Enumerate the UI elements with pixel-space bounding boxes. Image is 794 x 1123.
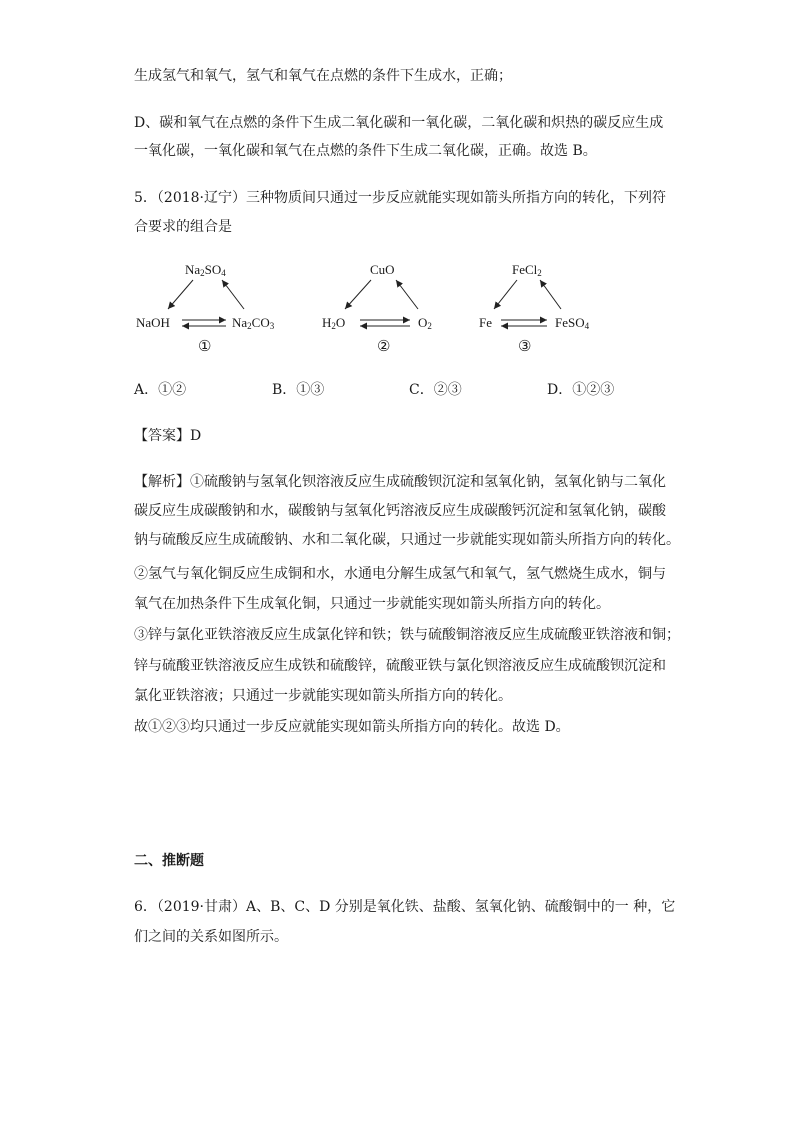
explanation-line: 锌与硫酸亚铁溶液反应生成铁和硫酸锌，硫酸亚铁与氯化钡溶液反应生成硫酸钡沉淀和 <box>134 658 666 674</box>
explanation-line: ②氢气与氧化铜反应生成铜和水，水通电分解生成氢气和氧气，氢气燃烧生成水，铜与 <box>134 566 666 582</box>
section-heading: 二、推断题 <box>134 853 204 869</box>
explanation-line: 钠与硫酸反应生成硫酸钠、水和二氧化碳，只通过一步就能实现如箭头所指方向的转化。 <box>134 532 680 548</box>
diagram-1-right-formula: $Na_2CO_3$ <box>232 315 275 331</box>
diagram-2-label: ② <box>377 337 391 355</box>
option-b: B．①③ <box>272 382 325 398</box>
explanation-line: 【解析】①硫酸钠与氢氧化钡溶液反应生成硫酸钡沉淀和氢氧化钠，氢氧化钠与二氧化 <box>134 474 666 490</box>
diagram-3-left-formula: Fe <box>479 315 492 330</box>
explanation-line: ③锌与氯化亚铁溶液反应生成氯化锌和铁；铁与硫酸铜溶液反应生成硫酸亚铁溶液和铜； <box>134 627 680 643</box>
diagram-1-top-formula: $Na_2SO_4$ <box>185 262 226 278</box>
explanation-line: 碳反应生成碳酸钠和水，碳酸钠与氢氧化钙溶液反应生成碳酸钙沉淀和氢氧化钠，碳酸 <box>134 503 666 519</box>
diagram-2-top-formula: CuO <box>370 262 395 277</box>
diagram-2-right-formula: $O_2$ <box>418 315 432 331</box>
option-c: C．②③ <box>409 382 462 398</box>
diagram-2-arrow-right-to-top <box>396 280 418 309</box>
diagram-2-left-formula: $H_2O$ <box>322 315 346 331</box>
diagram-3-arrow-top-to-left <box>494 280 517 309</box>
diagram-1-left-formula: NaOH <box>136 315 170 330</box>
diagram-3-arrow-right-to-top <box>540 280 561 309</box>
question-6-stem-cont: 们之间的关系如图所示。 <box>134 929 288 945</box>
diagram-3-right-formula: FeSO$_4$ <box>555 315 590 331</box>
question-6-stem: 6．（2019·甘肃）A、B、C、D 分别是氧化铁、盐酸、氢氧化钠、硫酸铜中的一 种，它 <box>134 899 676 915</box>
diagram-1-arrow-right-to-top <box>222 280 244 309</box>
diagram-1-arrow-top-to-left <box>168 280 193 309</box>
diagram-1-label: ① <box>198 337 212 355</box>
question-5-stem: 5．（2018·辽宁）三种物质间只通过一步反应就能实现如箭头所指方向的转化，下列符 <box>134 190 666 206</box>
text-line: 生成氢气和氧气，氢气和氧气在点燃的条件下生成水，正确； <box>134 68 512 84</box>
answer-line: 【答案】D <box>134 428 202 444</box>
option-d: D．①②③ <box>547 382 615 398</box>
diagram-2-arrow-top-to-left <box>345 280 371 309</box>
diagram-3-top-formula: FeCl$_2$ <box>512 262 542 278</box>
question-5-stem-cont: 合要求的组合是 <box>134 219 232 235</box>
text-line: D、碳和氧气在点燃的条件下生成二氧化碳和一氧化碳，二氧化碳和炽热的碳反应生成 <box>134 115 664 131</box>
explanation-line: 氧气在加热条件下生成氧化铜，只通过一步就能实现如箭头所指方向的转化。 <box>134 596 610 612</box>
text-line: 一氧化碳，一氧化碳和氧气在点燃的条件下生成二氧化碳，正确。故选 B。 <box>134 143 597 159</box>
diagram-3-label: ③ <box>518 337 532 355</box>
option-a: A．①② <box>134 382 187 398</box>
explanation-line: 故①②③均只通过一步反应就能实现如箭头所指方向的转化。故选 D。 <box>134 719 570 735</box>
explanation-line: 氯化亚铁溶液；只通过一步就能实现如箭头所指方向的转化。 <box>134 688 512 704</box>
